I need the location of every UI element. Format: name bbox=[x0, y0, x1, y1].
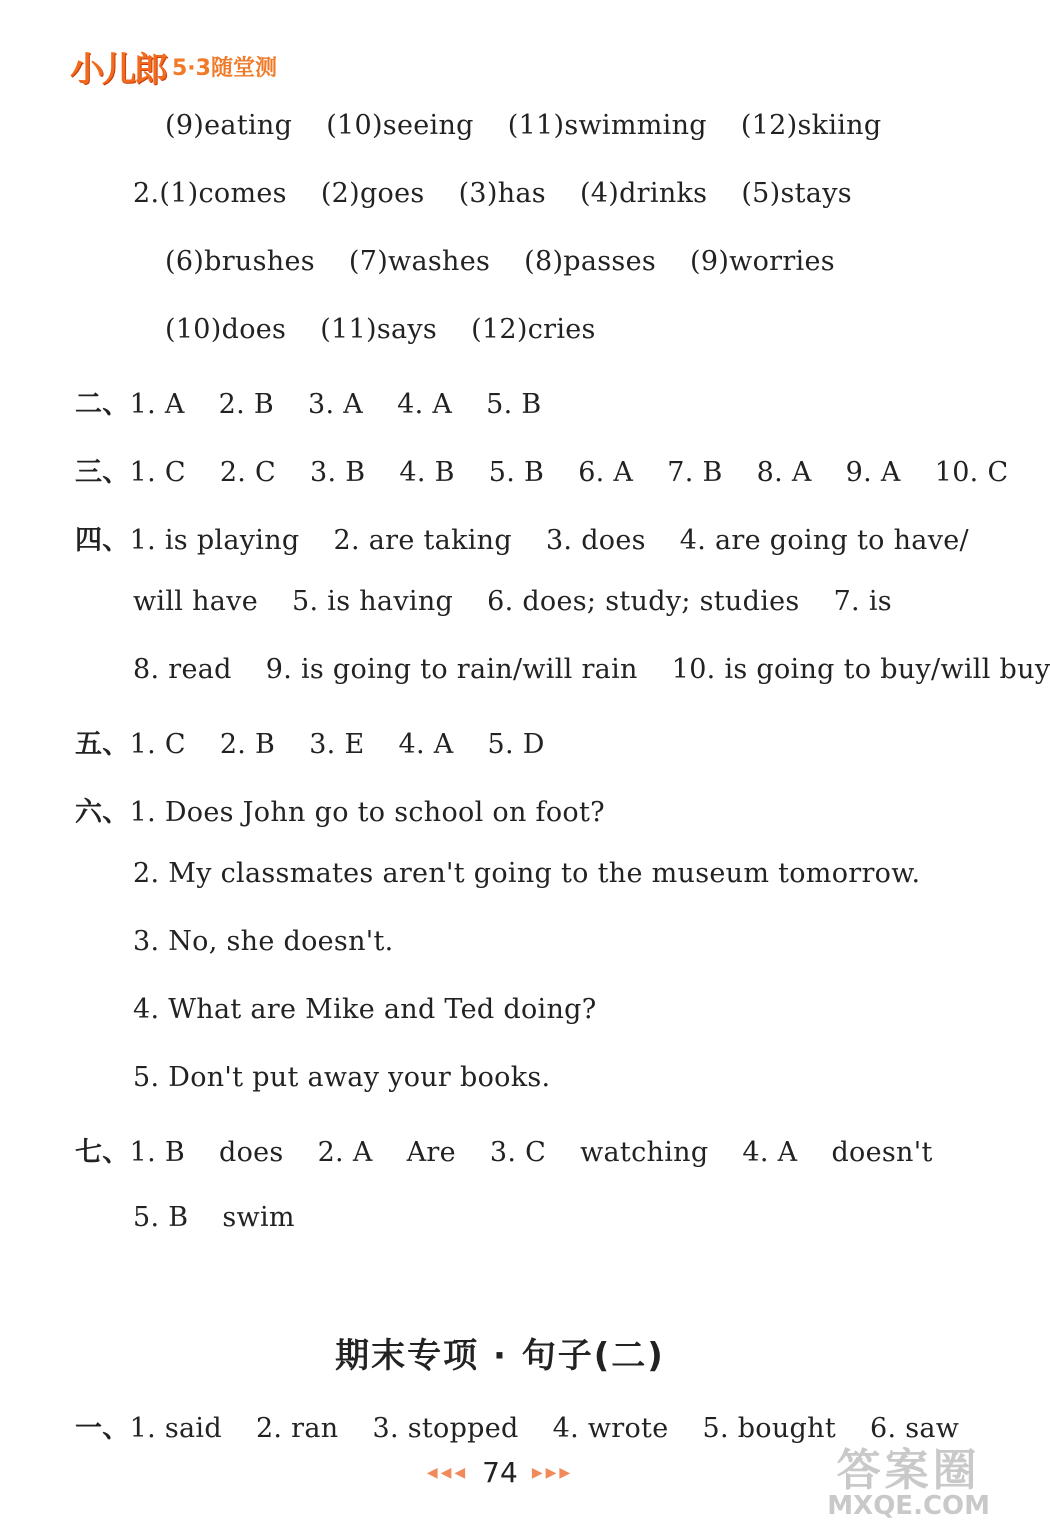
brand-subtitle: 5·3随堂测 bbox=[172, 56, 277, 81]
answer-item: 8. read bbox=[133, 654, 232, 685]
answer-line bbox=[75, 790, 605, 829]
answer-item: 2. are taking bbox=[333, 525, 512, 556]
answer-item: 3. A bbox=[308, 389, 364, 420]
answer-line bbox=[133, 858, 920, 889]
answer-item: 1. C bbox=[129, 729, 186, 760]
brand-header bbox=[70, 42, 277, 91]
watermark-url: MXQE.COM bbox=[827, 1491, 990, 1521]
page-number: 74 bbox=[482, 1456, 518, 1489]
answer-item: Are bbox=[406, 1137, 456, 1168]
answer-item: doesn't bbox=[831, 1137, 933, 1168]
answer-item: 4. What are Mike and Ted doing? bbox=[133, 994, 597, 1025]
answer-item: (2)goes bbox=[320, 178, 425, 209]
answer-line bbox=[133, 926, 394, 957]
answer-item: 4. B bbox=[399, 457, 455, 488]
answer-item: (9)eating bbox=[165, 110, 293, 141]
answer-line bbox=[165, 246, 835, 277]
answer-item: 5. is having bbox=[292, 586, 454, 617]
section-label: 二、 bbox=[75, 389, 130, 420]
answer-item: 2. B bbox=[218, 389, 275, 420]
section-label: 七、 bbox=[75, 1137, 130, 1168]
answer-item: (9)worries bbox=[690, 246, 835, 277]
right-arrows-icon: ▶▶▶ bbox=[531, 1464, 574, 1481]
answer-item: (7)washes bbox=[348, 246, 491, 277]
answer-line bbox=[75, 722, 545, 761]
answer-item: 6. does; study; studies bbox=[487, 586, 800, 617]
answer-item: 2. C bbox=[219, 457, 277, 488]
answer-item: 2. My classmates aren't going to the museum tomorrow. bbox=[133, 858, 921, 889]
answer-item: 1. A bbox=[129, 389, 185, 420]
answer-item: 1. is playing bbox=[129, 525, 300, 556]
answer-line bbox=[165, 110, 881, 141]
answer-item: 5. B bbox=[486, 389, 542, 420]
answer-line bbox=[75, 518, 969, 557]
section-label: 六、 bbox=[75, 797, 130, 828]
section-title: 期末专项 · 句子(二) bbox=[335, 1336, 665, 1376]
answer-item: (10)seeing bbox=[326, 110, 474, 141]
answer-item: 1. said bbox=[129, 1413, 222, 1444]
answer-line bbox=[133, 586, 892, 617]
answer-line bbox=[133, 994, 597, 1025]
answer-item: 4. A bbox=[742, 1137, 798, 1168]
answer-item: 9. is going to rain/will rain bbox=[265, 654, 638, 685]
answer-line bbox=[133, 1202, 295, 1233]
answer-item: will have bbox=[133, 586, 259, 617]
answer-item: 10. is going to buy/will buy bbox=[671, 654, 1050, 685]
answer-item: 4. A bbox=[397, 389, 453, 420]
answer-item: 3. does bbox=[545, 525, 646, 556]
answer-item: 3. C bbox=[489, 1137, 547, 1168]
answer-item: 5. D bbox=[487, 729, 545, 760]
answer-line bbox=[165, 314, 596, 345]
answer-line bbox=[75, 1130, 933, 1169]
answer-item: 3. B bbox=[310, 457, 366, 488]
answer-item: does bbox=[219, 1137, 284, 1168]
answer-item: 7. B bbox=[667, 457, 723, 488]
answer-item: 10. C bbox=[934, 457, 1009, 488]
section-label: 三、 bbox=[75, 457, 130, 488]
answer-item: (11)swimming bbox=[507, 110, 707, 141]
watermark-text: 答案圈 bbox=[836, 1445, 981, 1496]
answer-line bbox=[75, 382, 542, 421]
answer-item: 5. B bbox=[133, 1202, 189, 1233]
answer-item: 6. A bbox=[578, 457, 634, 488]
answer-item: (5)stays bbox=[741, 178, 852, 209]
answer-item: (4)drinks bbox=[579, 178, 708, 209]
answer-item: 2.(1)comes bbox=[133, 178, 287, 209]
answer-item: 1. C bbox=[129, 457, 186, 488]
answer-item: 6. saw bbox=[869, 1413, 960, 1444]
answer-item: (3)has bbox=[458, 178, 546, 209]
answer-item: 5. Don't put away your books. bbox=[133, 1062, 551, 1093]
answer-item: 5. bought bbox=[702, 1413, 836, 1444]
watermark bbox=[827, 1445, 990, 1521]
section-label: 四、 bbox=[75, 525, 130, 556]
answer-line bbox=[133, 1062, 550, 1093]
brand-logo: 小儿郎 bbox=[70, 50, 166, 90]
answer-item: (11)says bbox=[320, 314, 438, 345]
answer-item: 9. A bbox=[845, 457, 901, 488]
answer-item: 3. stopped bbox=[372, 1413, 519, 1444]
answer-item: (8)passes bbox=[524, 246, 657, 277]
answer-item: 2. B bbox=[219, 729, 276, 760]
section-label: 一、 bbox=[75, 1413, 130, 1444]
answer-item: 7. is bbox=[833, 586, 892, 617]
answer-item: 4. A bbox=[398, 729, 454, 760]
answer-item: 2. A bbox=[317, 1137, 373, 1168]
answer-item: (6)brushes bbox=[165, 246, 315, 277]
answer-line bbox=[75, 450, 1008, 489]
answer-item: swim bbox=[222, 1202, 295, 1233]
answer-item: (12)cries bbox=[471, 314, 596, 345]
answer-item: (12)skiing bbox=[740, 110, 882, 141]
answer-item: 3. No, she doesn't. bbox=[133, 926, 394, 957]
answer-item: 3. E bbox=[309, 729, 365, 760]
answer-item: 8. A bbox=[756, 457, 812, 488]
answer-item: watching bbox=[580, 1137, 709, 1168]
answer-line bbox=[133, 654, 1050, 685]
answer-line bbox=[75, 1406, 959, 1445]
answer-item: 4. are going to have/ bbox=[679, 525, 969, 556]
left-arrows-icon: ◀◀◀ bbox=[426, 1464, 469, 1481]
answer-item: (10)does bbox=[165, 314, 287, 345]
answer-item: 4. wrote bbox=[552, 1413, 669, 1444]
answer-item: 1. Does John go to school on foot? bbox=[129, 797, 605, 828]
section-label: 五、 bbox=[75, 729, 130, 760]
answer-item: 1. B bbox=[129, 1137, 185, 1168]
answer-item: 5. B bbox=[488, 457, 545, 488]
answer-item: 2. ran bbox=[255, 1413, 339, 1444]
answer-line bbox=[133, 178, 852, 209]
